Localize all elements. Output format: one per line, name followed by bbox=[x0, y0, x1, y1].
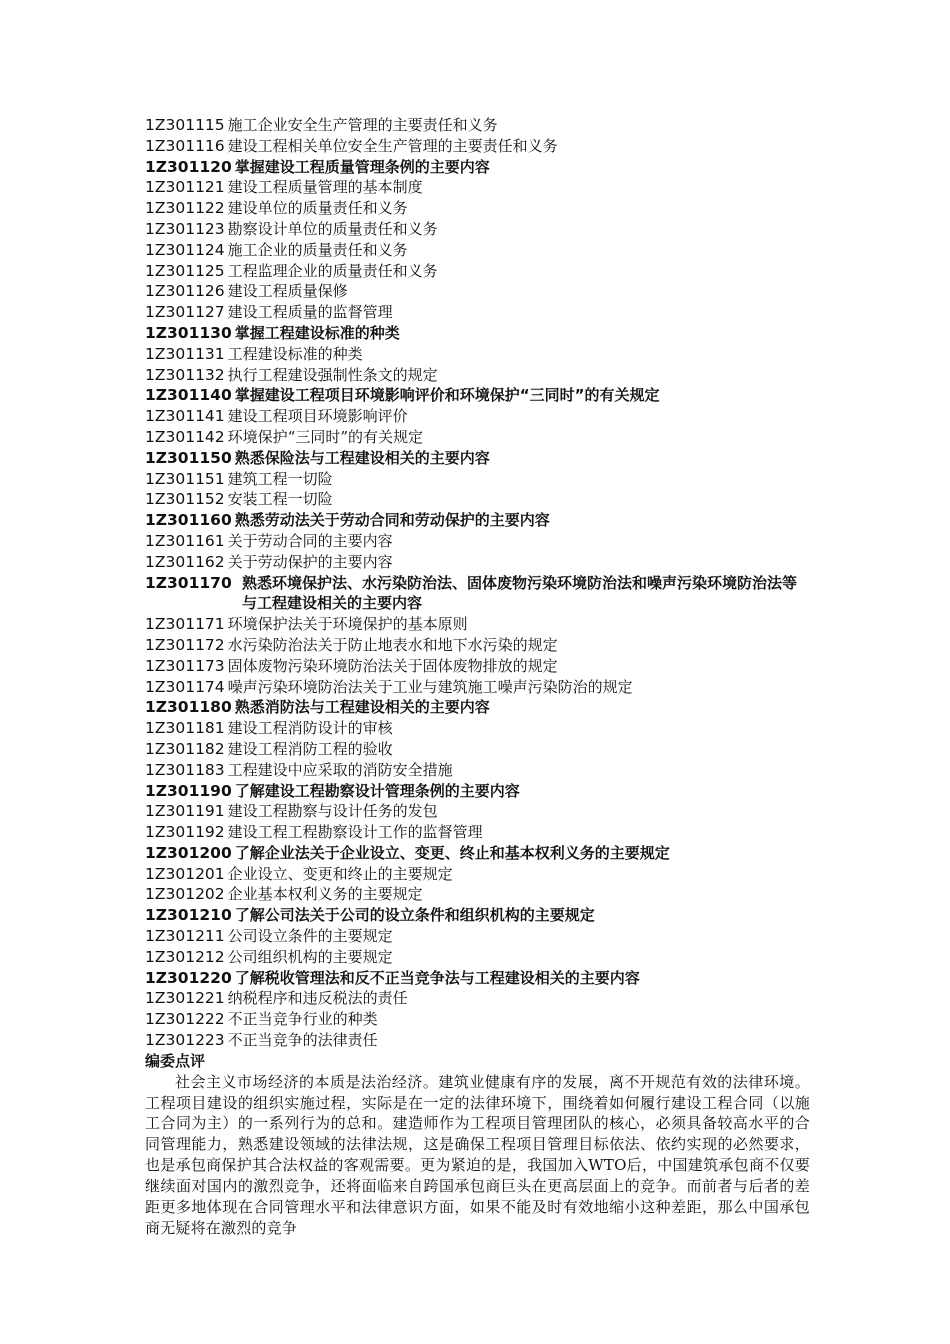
outline-code: 1Z301130 bbox=[145, 323, 232, 342]
outline-heading bbox=[145, 157, 810, 178]
outline-item bbox=[145, 489, 810, 510]
outline-item bbox=[145, 635, 810, 656]
outline-text: 企业设立、变更和终止的主要规定 bbox=[227, 864, 453, 883]
syllabus-outline bbox=[145, 115, 810, 1051]
outline-text: 建设工程质量管理的基本制度 bbox=[227, 178, 423, 197]
outline-item bbox=[145, 365, 810, 386]
outline-item bbox=[145, 614, 810, 635]
outline-text: 建设工程质量保修 bbox=[227, 282, 348, 301]
outline-text: 了解税收管理法和反不正当竞争法与工程建设相关的主要内容 bbox=[234, 968, 640, 987]
outline-item bbox=[145, 677, 810, 698]
outline-code: 1Z301120 bbox=[145, 157, 232, 176]
outline-text: 环境保护法关于环境保护的基本原则 bbox=[227, 615, 468, 634]
outline-code: 1Z301211 bbox=[145, 927, 225, 946]
outline-text: 水污染防治法关于防止地表水和地下水污染的规定 bbox=[227, 635, 558, 654]
outline-item bbox=[145, 198, 810, 219]
outline-heading bbox=[145, 781, 810, 802]
outline-text: 施工企业安全生产管理的主要责任和义务 bbox=[227, 116, 498, 134]
outline-text: 噪声污染环境防治法关于工业与建筑施工噪声污染防治的规定 bbox=[227, 677, 633, 696]
outline-code: 1Z301121 bbox=[145, 178, 225, 197]
outline-code: 1Z301151 bbox=[145, 469, 225, 488]
outline-code: 1Z301131 bbox=[145, 344, 225, 363]
outline-code: 1Z301212 bbox=[145, 947, 225, 966]
outline-text: 工程监理企业的质量责任和义务 bbox=[227, 261, 438, 280]
outline-text: 施工企业的质量责任和义务 bbox=[227, 240, 408, 259]
outline-item bbox=[145, 822, 810, 843]
outline-code: 1Z301220 bbox=[145, 968, 232, 987]
outline-code: 1Z301190 bbox=[145, 781, 232, 800]
outline-code: 1Z301126 bbox=[145, 282, 225, 301]
outline-heading bbox=[145, 385, 810, 406]
outline-item bbox=[145, 864, 810, 885]
outline-code: 1Z301181 bbox=[145, 719, 225, 738]
outline-text: 建设工程质量的监督管理 bbox=[227, 303, 393, 322]
outline-text: 企业基本权利义务的主要规定 bbox=[227, 885, 423, 904]
outline-code: 1Z301171 bbox=[145, 615, 225, 634]
outline-heading bbox=[145, 448, 810, 469]
outline-text: 熟悉消防法与工程建设相关的主要内容 bbox=[234, 698, 490, 717]
outline-code: 1Z301202 bbox=[145, 885, 225, 904]
outline-code: 1Z301160 bbox=[145, 511, 232, 530]
outline-text: 建设工程勘察与设计任务的发包 bbox=[227, 802, 438, 821]
outline-item bbox=[145, 344, 810, 365]
outline-text: 安装工程一切险 bbox=[227, 490, 333, 509]
outline-code: 1Z301222 bbox=[145, 1010, 225, 1029]
outline-code: 1Z301152 bbox=[145, 490, 225, 509]
outline-item bbox=[145, 552, 810, 573]
outline-code: 1Z301125 bbox=[145, 261, 225, 280]
outline-item bbox=[145, 240, 810, 261]
outline-text: 熟悉劳动法关于劳动合同和劳动保护的主要内容 bbox=[234, 511, 550, 530]
outline-text: 关于劳动保护的主要内容 bbox=[227, 552, 393, 571]
outline-code: 1Z301141 bbox=[145, 407, 225, 426]
outline-item bbox=[145, 1009, 810, 1030]
outline-code: 1Z301162 bbox=[145, 552, 225, 571]
outline-text: 工程建设标准的种类 bbox=[227, 344, 363, 363]
outline-text: 公司组织机构的主要规定 bbox=[227, 947, 393, 966]
outline-code: 1Z301115 bbox=[145, 116, 225, 134]
outline-item bbox=[145, 801, 810, 822]
outline-item bbox=[145, 988, 810, 1009]
outline-code: 1Z301161 bbox=[145, 531, 225, 550]
outline-code: 1Z301173 bbox=[145, 656, 225, 675]
outline-item bbox=[145, 760, 810, 781]
outline-text: 掌握建设工程项目环境影响评价和环境保护“三同时”的有关规定 bbox=[234, 386, 660, 405]
outline-item bbox=[145, 261, 810, 282]
outline-code: 1Z301191 bbox=[145, 802, 225, 821]
outline-item bbox=[145, 115, 810, 136]
outline-code: 1Z301183 bbox=[145, 760, 225, 779]
commentary-paragraph: 社会主义市场经济的本质是法治经济。建筑业健康有序的发展，离不开规范有效的法律环境。工程项目建设的组织实施过程，实际是在一定的法律环境下，围绕着如何履行建设工程合同（以施工合同为主）的一系列行为的总和。建造师作为工程项目管理团队的核心，必须具备较高水平的合同管理能力，熟悉建设领域的法律法规，这是确保工程项目管理目标依法、依约实现的必然要求，也是承包商保护其合法权益的客观需要。更为紧迫的是，我国加入WTO后，中国建筑承包商不仅要继续面对国内的激烈竞争，还将面临来自跨国承包商巨头在更高层面上的竞争。而前者与后者的差距更多地体现在合同管理水平和法律意识方面，如果不能及时有效地缩小这种差距，那么中国承包商无疑将在激烈的竞争 bbox=[145, 1072, 810, 1237]
outline-code: 1Z301150 bbox=[145, 448, 232, 467]
outline-code: 1Z301124 bbox=[145, 240, 225, 259]
outline-heading bbox=[145, 968, 810, 989]
outline-text: 建设工程工程勘察设计工作的监督管理 bbox=[227, 823, 483, 842]
outline-text: 建设工程相关单位安全生产管理的主要责任和义务 bbox=[227, 136, 558, 155]
outline-text: 建设工程项目环境影响评价 bbox=[227, 407, 408, 426]
outline-item bbox=[145, 718, 810, 739]
outline-code: 1Z301123 bbox=[145, 219, 225, 238]
outline-code: 1Z301142 bbox=[145, 427, 225, 446]
document-content bbox=[145, 115, 810, 1239]
outline-item bbox=[145, 1030, 810, 1051]
outline-text: 建设单位的质量责任和义务 bbox=[227, 199, 408, 218]
outline-item bbox=[145, 302, 810, 323]
outline-text: 掌握建设工程质量管理条例的主要内容 bbox=[234, 157, 490, 176]
outline-item bbox=[145, 926, 810, 947]
outline-text: 掌握工程建设标准的种类 bbox=[234, 323, 400, 342]
outline-code: 1Z301210 bbox=[145, 906, 232, 925]
outline-text: 建设工程消防设计的审核 bbox=[227, 719, 393, 738]
outline-text: 公司设立条件的主要规定 bbox=[227, 927, 393, 946]
outline-code: 1Z301122 bbox=[145, 199, 225, 218]
outline-item bbox=[145, 531, 810, 552]
outline-code: 1Z301200 bbox=[145, 843, 232, 862]
outline-item bbox=[145, 406, 810, 427]
outline-text: 工程建设中应采取的消防安全措施 bbox=[227, 760, 453, 779]
outline-item bbox=[145, 884, 810, 905]
outline-heading bbox=[145, 905, 810, 926]
outline-code: 1Z301221 bbox=[145, 989, 225, 1008]
outline-text: 不正当竞争行业的种类 bbox=[227, 1010, 378, 1029]
outline-text: 执行工程建设强制性条文的规定 bbox=[227, 365, 438, 384]
outline-item bbox=[145, 469, 810, 490]
outline-text: 建筑工程一切险 bbox=[227, 469, 333, 488]
outline-heading bbox=[145, 697, 810, 718]
outline-heading bbox=[145, 843, 810, 864]
outline-item bbox=[145, 281, 810, 302]
outline-text: 关于劳动合同的主要内容 bbox=[227, 531, 393, 550]
outline-code: 1Z301180 bbox=[145, 698, 232, 717]
outline-text: 了解建设工程勘察设计管理条例的主要内容 bbox=[234, 781, 520, 800]
outline-code: 1Z301140 bbox=[145, 386, 232, 405]
outline-item bbox=[145, 136, 810, 157]
outline-text: 不正当竞争的法律责任 bbox=[227, 1031, 378, 1050]
outline-code: 1Z301192 bbox=[145, 823, 225, 842]
outline-code: 1Z301223 bbox=[145, 1031, 225, 1050]
outline-code: 1Z301170 bbox=[145, 573, 232, 592]
outline-code: 1Z301132 bbox=[145, 365, 225, 384]
outline-item bbox=[145, 219, 810, 240]
outline-text: 环境保护“三同时”的有关规定 bbox=[227, 427, 423, 446]
outline-item bbox=[145, 656, 810, 677]
outline-text: 熟悉保险法与工程建设相关的主要内容 bbox=[234, 448, 490, 467]
outline-text: 熟悉环境保护法、水污染防治法、固体废物污染环境防治法和噪声污染环境防治法等与工程建设相关的主要内容 bbox=[242, 573, 798, 613]
outline-text: 勘察设计单位的质量责任和义务 bbox=[227, 219, 438, 238]
outline-code: 1Z301116 bbox=[145, 136, 225, 155]
outline-item bbox=[145, 947, 810, 968]
outline-code: 1Z301182 bbox=[145, 739, 225, 758]
outline-code: 1Z301172 bbox=[145, 635, 225, 654]
outline-heading bbox=[145, 323, 810, 344]
outline-item bbox=[145, 177, 810, 198]
outline-code: 1Z301127 bbox=[145, 303, 225, 322]
outline-text: 纳税程序和违反税法的责任 bbox=[227, 989, 408, 1008]
outline-text: 了解公司法关于公司的设立条件和组织机构的主要规定 bbox=[234, 906, 595, 925]
outline-item bbox=[145, 739, 810, 760]
outline-code: 1Z301174 bbox=[145, 677, 225, 696]
outline-text: 固体废物污染环境防治法关于固体废物排放的规定 bbox=[227, 656, 558, 675]
outline-text: 了解企业法关于企业设立、变更、终止和基本权利义务的主要规定 bbox=[234, 843, 670, 862]
commentary-title: 编委点评 bbox=[145, 1051, 206, 1070]
outline-heading bbox=[145, 573, 810, 615]
outline-item bbox=[145, 427, 810, 448]
outline-text: 建设工程消防工程的验收 bbox=[227, 739, 393, 758]
outline-heading bbox=[145, 510, 810, 531]
outline-code: 1Z301201 bbox=[145, 864, 225, 883]
